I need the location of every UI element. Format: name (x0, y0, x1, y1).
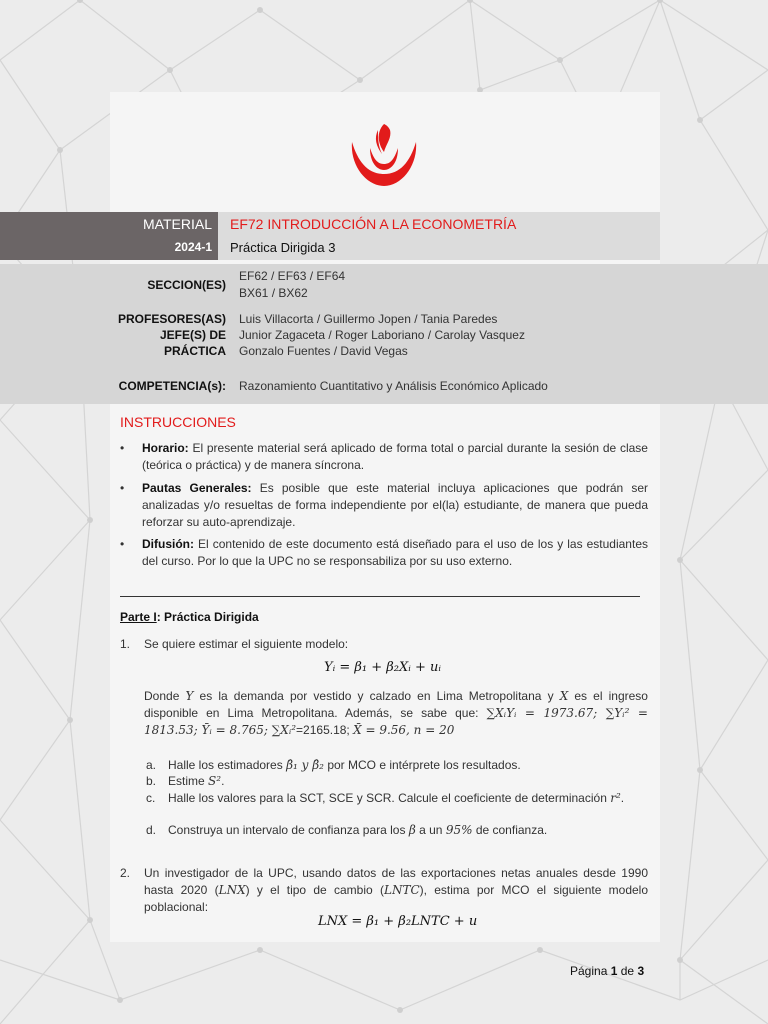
instruction-text: El presente material será aplicado de forma total o parcial durante la sesión de clase (teórica o práctica) y de manera síncrona. (142, 441, 648, 472)
secciones-line2: BX61 / BX62 (239, 286, 308, 300)
header-band (0, 212, 660, 260)
profesores-value: Luis Villacorta / Guillermo Jopen / Tania Paredes (239, 312, 498, 326)
practice-title: Práctica Dirigida 3 (230, 240, 336, 255)
instruction-text: Es posible que este material incluya aplicaciones que podrán ser analizadas y/o resueltas de forma independiente por el(la) estudiante, de manera que pueda reforzar su auto-aprendizaje. (142, 481, 649, 529)
q2-text-a: Un investigador de la UPC, usando datos de las exportaciones netas anuales desde 1990 hasta 2020 ( (144, 866, 648, 897)
sub-text: de confianza. (475, 823, 548, 837)
q2-text-c: ), estima por MCO el siguiente modelo poblacional: (144, 883, 649, 914)
year-label: 2024-1 (174, 240, 212, 254)
instruction-item-difusion (120, 536, 648, 570)
sub-math: S² (208, 774, 222, 788)
q1-sub-a (146, 757, 648, 773)
instruction-item-pautas (120, 480, 649, 531)
bullet-icon: • (120, 441, 125, 455)
sub-text: Halle los valores para la SCT, SCE y SCR. Calcule el coeficiente de determinación (168, 791, 607, 805)
q2-lnx: LNX (218, 883, 246, 897)
q2-text-b: ) y el tipo de cambio ( (245, 883, 384, 897)
jefes-line1: Junior Zagaceta / Roger Laboriano / Carolay Vasquez (239, 328, 525, 342)
q1-stats-2c: X̄ = 9.56, n = 20 (353, 723, 455, 737)
bullet-icon: • (120, 481, 125, 495)
bullet-icon: • (120, 537, 125, 551)
jefes-label-1: JEFE(S) DE (159, 328, 226, 342)
part-title (120, 610, 259, 624)
sub-text: . (221, 774, 225, 788)
jefes-label-2: PRÁCTICA (164, 344, 226, 358)
q1-sub-c (146, 790, 648, 806)
q1-desc-b: es la demanda por vestido y calzado en Lima Metropolitana y (199, 689, 554, 703)
competencia-value: Razonamiento Cuantitativo y Análisis Económico Aplicado (239, 379, 548, 393)
q2-lntc: LNTC (383, 883, 420, 897)
part-label: Parte I (120, 610, 157, 624)
q1-equation: Yᵢ = β₁ + β₂Xᵢ + uᵢ (324, 660, 441, 675)
q1-intro: Se quiere estimar el siguiente modelo: (144, 637, 349, 651)
upc-logo-icon (348, 120, 420, 190)
q2-equation: LNX = β₁ + β₂LNTC + u (318, 914, 478, 929)
sub-math: β (408, 823, 416, 837)
q2-text (144, 865, 648, 916)
q1-sub-d (146, 822, 648, 838)
course-title: EF72 INTRODUCCIÓN A LA ECONOMETRÍA (230, 216, 517, 232)
sub-letter: b. (146, 774, 157, 788)
header-left-block (0, 212, 218, 260)
q1-description (144, 688, 648, 739)
q1-desc-x: X (559, 689, 569, 703)
sub-text: Estime (168, 774, 205, 788)
sub-text: a un (419, 823, 443, 837)
jefes-line2: Gonzalo Fuentes / David Vegas (239, 344, 408, 358)
material-label: MATERIAL (143, 216, 212, 232)
sub-text: . (620, 791, 625, 805)
footer-of-word: de (620, 964, 635, 978)
part-title-text: : Práctica Dirigida (156, 610, 259, 624)
q1-stats-1: ∑XᵢYᵢ = 1973.67; ∑Yᵢ² = (486, 706, 648, 720)
footer-page-num: 1 (610, 964, 618, 978)
footer-total: 3 (637, 964, 645, 978)
instruction-label: Pautas Generales: (142, 481, 252, 495)
secciones-label: SECCION(ES) (147, 278, 226, 292)
sub-letter: d. (146, 823, 157, 837)
instruction-label: Difusión: (142, 537, 194, 551)
instruction-text: El contenido de este documento está diseñado para el uso de los y las estudiantes del curso. Por lo que la UPC no se responsabiliza por su uso externo. (142, 537, 648, 568)
q1-stats-2b: =2165.18; (296, 723, 350, 737)
q1-desc-y: Y (185, 689, 194, 703)
instruction-item-horario (120, 440, 648, 474)
sub-text: por MCO e intérprete los resultados. (327, 758, 521, 772)
q1-sub-b (146, 773, 648, 789)
sub-text: Construya un intervalo de confianza para los (168, 823, 406, 837)
secciones-line1: EF62 / EF63 / EF64 (239, 269, 346, 283)
competencia-label: COMPETENCIA(s): (118, 379, 226, 393)
sub-text: Halle los estimadores (168, 758, 283, 772)
sub-letter: a. (146, 758, 157, 772)
footer-page-word: Página (570, 964, 608, 978)
sub-pct: 95% (445, 823, 473, 837)
q1-number: 1. (120, 637, 131, 651)
q1-desc-a: Donde (144, 689, 180, 703)
instruction-label: Horario: (142, 441, 189, 455)
q1-desc-c: es el ingreso disponible en Lima Metropolitana. Además, se sabe que: (144, 689, 648, 720)
header-right-block (218, 212, 660, 260)
profesores-label: PROFESORES(AS) (117, 312, 226, 326)
info-band (0, 264, 768, 404)
sub-math: β̂₁ y β̂₂ (286, 758, 324, 772)
page-footer (570, 964, 644, 978)
sub-letter: c. (146, 791, 156, 805)
q2-number: 2. (120, 866, 131, 880)
sub-math: r² (610, 791, 621, 805)
instructions-title: INSTRUCCIONES (120, 414, 236, 430)
q1-stats-2a: 1813.53; Ȳᵢ = 8.765; ∑Xᵢ² (144, 723, 297, 737)
divider (120, 596, 640, 597)
